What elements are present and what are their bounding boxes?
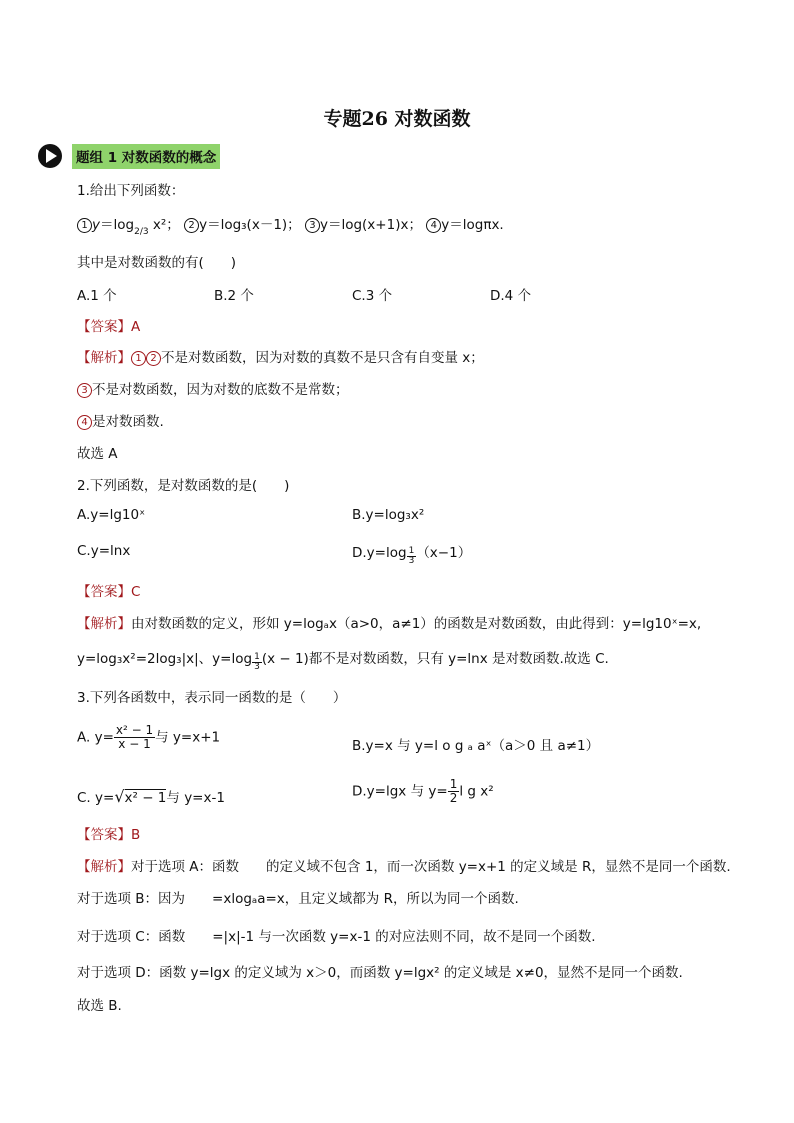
q3-analysis-3: 对于选项 C：函数 =|x|-1 与一次函数 y=x-1 的对应法则不同，故不是同一个函数.	[77, 929, 596, 945]
q3-answer: 【答案】B	[77, 827, 141, 843]
q1-answer: 【答案】A	[77, 319, 141, 335]
q2-option-c: C.y=lnx	[77, 543, 131, 559]
q2-stem: 2.下列函数，是对数函数的是( )	[77, 478, 290, 494]
q1-conclusion: 故选 A	[77, 446, 118, 462]
q3-option-c: C. y=√x² − 1与 y=x-1	[77, 787, 225, 806]
section-label: 题组 1 对数函数的概念	[72, 144, 220, 169]
q1-analysis-1: 【解析】 1 2 不是对数函数，因为对数的真数不是只含有自变量 x；	[77, 350, 484, 366]
q1-option-d: D.4 个	[490, 288, 532, 304]
page-title: 专题26 对数函数	[323, 108, 471, 130]
play-arrow-icon	[37, 143, 63, 169]
circled-4-icon: 4	[77, 415, 92, 430]
q1-ask: 其中是对数函数的有( )	[77, 255, 237, 271]
q1-functions: 1 $y=\log_{2/3}$ x²； 2 y＝log₃(x－1)； 3 y＝log(x+1)x； 4 y＝logπx.	[77, 213, 504, 237]
q3-analysis-4: 对于选项 D：函数 y=lgx 的定义域为 x＞0，而函数 y=lgx² 的定义域是 x≠0，显然不是同一个函数.	[77, 965, 683, 981]
circled-4-icon: 4	[426, 218, 441, 233]
q3-option-b: B.y=x 与 y=l o g ₐ aˣ（a＞0 且 a≠1）	[352, 738, 600, 754]
q1-option-a: A.1 个	[77, 288, 117, 304]
q2-option-b: B.y=log₃x²	[352, 507, 425, 523]
circled-3-icon: 3	[77, 383, 92, 398]
q1-analysis-2: 3 不是对数函数，因为对数的底数不是常数；	[77, 378, 349, 398]
q3-option-a: A. y= $\frac{\text{x² − 1}}{x - 1}$ 与 y=x+1	[77, 723, 221, 751]
circled-2-icon: 2	[146, 351, 161, 366]
circled-1-icon: 1	[131, 351, 146, 366]
q1-option-c: C.3 个	[352, 288, 393, 304]
circled-3-icon: 3	[305, 218, 320, 233]
q3-analysis-1: 【解析】对于选项 A：函数 的定义域不包含 1，而一次函数 y=x+1 的定义域是 R，显然不是同一个函数.	[77, 859, 731, 875]
q2-analysis-1: 【解析】由对数函数的定义，形如 y=logₐx（a>0，a≠1）的函数是对数函数，由此得到：y=lg10ˣ=x,	[77, 616, 702, 632]
q2-option-d: D.y=log $\frac{1}{3}$ （x−1）	[352, 545, 472, 566]
circled-1-icon: 1	[77, 218, 92, 233]
q2-answer: 【答案】C	[77, 584, 141, 600]
circled-2-icon: 2	[184, 218, 199, 233]
q2-analysis-2: y=log₃x²=2log₃|x|、y=log $\frac{1}{3}$ (x − 1)都不是对数函数，只有 y=lnx 是对数函数.故选 C.	[77, 651, 609, 672]
q1-stem: 1.给出下列函数：	[77, 183, 185, 199]
q3-option-d: D.y=lgx 与 y= $\frac{1}{2}$ l g x²	[352, 777, 494, 805]
q2-option-a: A.y=lg10ˣ	[77, 507, 146, 523]
q1-option-b: B.2 个	[214, 288, 254, 304]
q1-analysis-3: 4 是对数函数.	[77, 410, 164, 430]
q3-stem: 3.下列各函数中，表示同一函数的是（ ）	[77, 690, 347, 706]
q3-conclusion: 故选 B.	[77, 998, 122, 1014]
q3-analysis-2: 对于选项 B：因为 =xlogₐa=x，且定义域都为 R，所以为同一个函数.	[77, 891, 519, 907]
